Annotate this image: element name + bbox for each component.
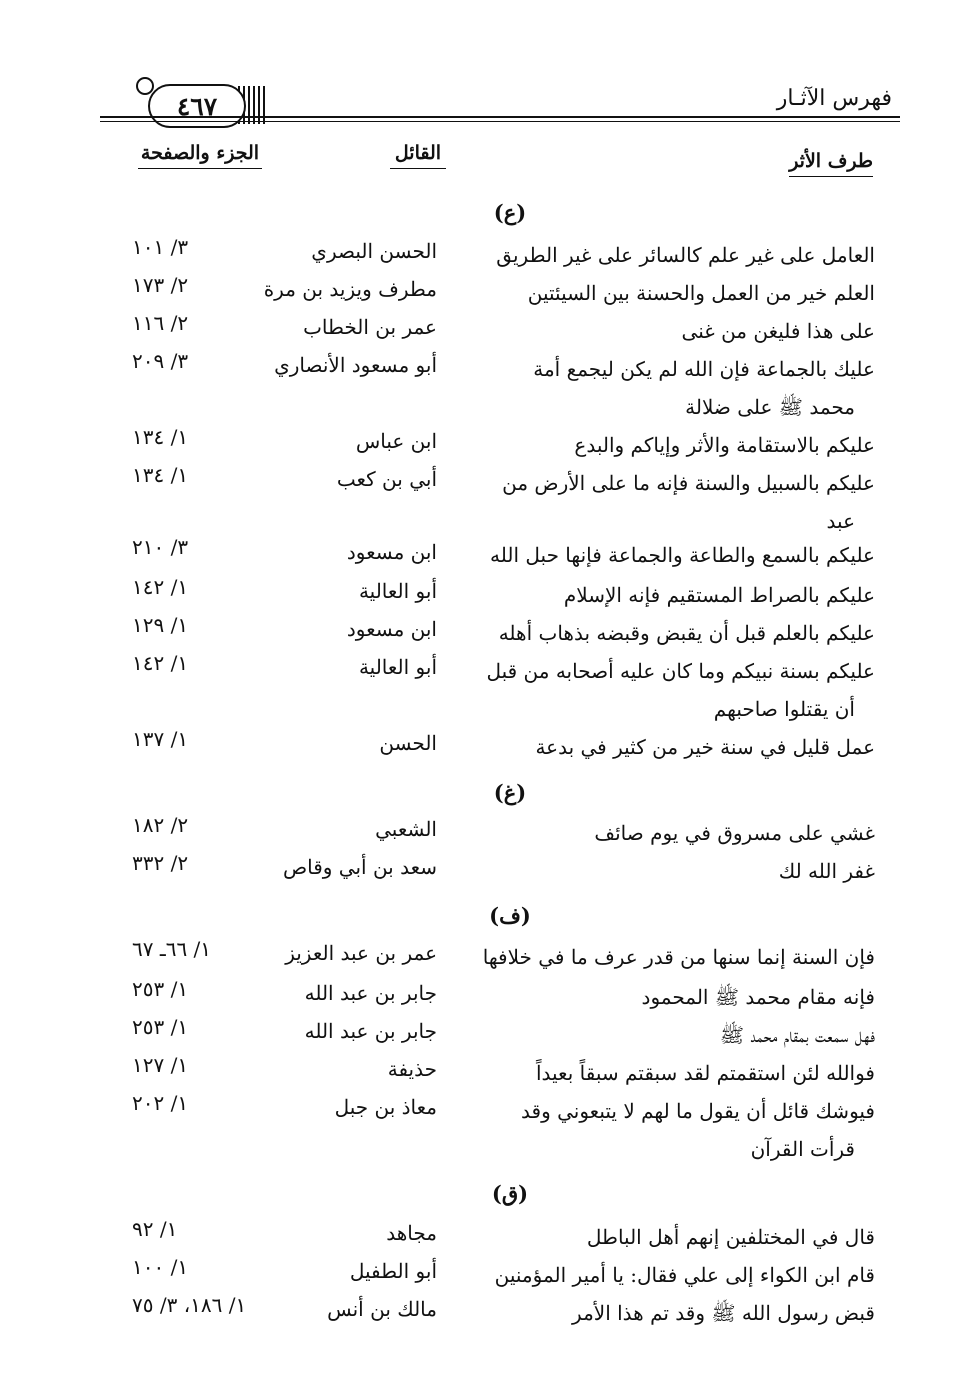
- entry-qail: أبي بن كعب: [336, 467, 437, 491]
- column-header-underline: [390, 168, 446, 169]
- entry-ref: ٣/ ١٠١: [132, 235, 189, 259]
- entry-qail: الشعبي: [375, 817, 437, 841]
- entry-ref: ١/ ١٢٩: [132, 613, 189, 637]
- entry-qail: معاذ بن جبل: [334, 1095, 437, 1119]
- section-letter-fa: (ف): [489, 903, 531, 928]
- entry-qail: الحسن البصري: [311, 239, 437, 263]
- column-header-underline: [789, 176, 873, 177]
- entry-ref: ١/ ١٤٢: [132, 575, 189, 599]
- entry-ref: ١/ ١٢٧: [132, 1053, 189, 1077]
- section-letter-qaf: (ق): [491, 1181, 529, 1206]
- entry-athar: عمل قليل في سنة خير من كثير في بدعة: [535, 735, 875, 759]
- column-header-qail: القائل: [390, 142, 446, 169]
- entry-athar: غشي على مسروق في يوم صائف: [594, 821, 875, 845]
- entry-qail: مالك بن أنس: [327, 1297, 437, 1321]
- entry-athar: قبض رسول الله ﷺ وقد تم هذا الأمر: [572, 1301, 875, 1325]
- entry-ref: ٢/ ١٨٢: [132, 813, 189, 837]
- entry-athar: عليكم بالاستقامة والأثر وإياكم والبدع: [574, 433, 875, 457]
- entry-qail: أبو العالية: [358, 579, 437, 603]
- running-title: فهرس الآثـار: [776, 86, 892, 111]
- header-rule-thin: [100, 121, 900, 122]
- entry-qail: جابر بن عبد الله: [304, 981, 437, 1005]
- entry-athar: العلم خير من العمل والحسنة بين السيئتين: [527, 281, 875, 305]
- entry-ref: ٢/ ٣٣٢: [132, 851, 189, 875]
- entry-ref: ١/ ١٤٢: [132, 651, 189, 675]
- entry-ref: ١/ ٢٥٣: [132, 1015, 189, 1039]
- entry-qail: عمر بن عبد العزيز: [285, 941, 437, 965]
- entry-ref: ٢/ ١١٦: [132, 311, 189, 335]
- entry-ref: ١/ ٢٠٢: [132, 1091, 189, 1115]
- running-header: [100, 56, 900, 126]
- entry-athar: العامل على غير علم كالسائر على غير الطريق: [496, 243, 875, 267]
- entry-qail: أبو العالية: [358, 655, 437, 679]
- entry-athar-continuation: قرأت القرآن: [750, 1137, 855, 1161]
- entry-athar: عليكم بالصراط المستقيم فإنه الإسلام: [563, 583, 875, 607]
- entry-qail: مطرف ويزيد بن مرة: [263, 277, 437, 301]
- entry-ref: ١/ ١٣٤: [132, 463, 189, 487]
- entry-athar: فهل سمعت بمقام محمد ﷺ: [719, 1023, 875, 1047]
- entry-qail: مجاهد: [386, 1221, 437, 1245]
- entry-ref: ١/ ٢٥٣: [132, 977, 189, 1001]
- header-rule: [100, 116, 900, 118]
- entry-athar: عليكم بالعلم قبل أن يقبض وقبضه بذهاب أهله: [498, 621, 875, 645]
- entry-qail: جابر بن عبد الله: [304, 1019, 437, 1043]
- entry-athar: على هذا فليغن من غنى: [681, 319, 875, 343]
- section-letter-ain: (ع): [493, 200, 527, 225]
- entry-qail: أبو مسعود الأنصاري: [274, 353, 437, 377]
- entry-qail: سعد بن أبي وقاص: [282, 855, 437, 879]
- entry-ref: ١/ ١٨٦، ٣/ ٧٥: [132, 1293, 247, 1317]
- entry-athar-continuation: أن يقتلوا صاحبهم: [713, 697, 855, 721]
- column-header-athar: طرف الأثر: [789, 150, 873, 177]
- entry-athar: عليكم بسنة نبيكم وما كان عليه أصحابه من قبل: [486, 659, 875, 683]
- entry-qail: أبو الطفيل: [349, 1259, 437, 1283]
- entry-athar: عليكم بالسبيل والسنة فإنه ما على الأرض من: [502, 471, 875, 495]
- entry-qail: الحسن: [379, 731, 437, 755]
- entry-ref: ١/ ١٣٤: [132, 425, 189, 449]
- entry-athar: فيوشك قائل أن يقول ما لهم لا يتبعوني وقد: [521, 1099, 875, 1123]
- entry-ref: ٣/ ٢٠٩: [132, 349, 189, 373]
- section-letter-ghain: (غ): [493, 780, 527, 805]
- entry-athar: فإن السنة إنما سنها من قدر عرف ما في خلافها: [482, 945, 875, 969]
- entry-qail: ابن مسعود: [346, 540, 437, 564]
- entry-ref: ١/ ١٠٠: [132, 1255, 189, 1279]
- entry-qail: ابن عباس: [355, 429, 437, 453]
- entry-ref: ٢/ ١٧٣: [132, 273, 189, 297]
- entry-athar: عليك بالجماعة فإن الله لم يكن ليجمع أمة: [533, 357, 875, 381]
- entry-qail: ابن مسعود: [346, 617, 437, 641]
- column-header-underline: [138, 168, 262, 169]
- entry-ref: ١/ ٦٦ـ ٦٧: [132, 937, 212, 961]
- entry-athar: فوالله لئن استقمتم لقد سبقتم سبقاً بعيداً: [535, 1061, 875, 1085]
- entry-athar: قال في المختلفين إنهم أهل الباطل: [586, 1225, 875, 1249]
- entry-ref: ١/ ١٣٧: [132, 727, 189, 751]
- entry-athar-continuation: عبد: [826, 509, 855, 533]
- entry-ref: ١/ ٩٢: [132, 1217, 178, 1241]
- entry-ref: ٣/ ٢١٠: [132, 535, 189, 559]
- entry-athar: فإنه مقام محمد ﷺ المحمود: [641, 985, 875, 1009]
- entry-athar: قام ابن الكواء إلى علي فقال: يا أمير المؤمنين: [494, 1263, 875, 1287]
- entry-athar-continuation: محمد ﷺ على ضلالة: [685, 395, 855, 419]
- page-number: ٤٦٧: [148, 84, 246, 128]
- entry-qail: حذيفة: [387, 1057, 437, 1081]
- entry-athar: غفر الله لك: [778, 859, 875, 883]
- column-header-ref: الجزء والصفحة: [138, 142, 262, 169]
- page-number-ornament: [130, 74, 280, 126]
- entry-athar: عليكم بالسمع والطاعة والجماعة فإنها حبل الله: [490, 543, 875, 567]
- entry-qail: عمر بن الخطاب: [303, 315, 437, 339]
